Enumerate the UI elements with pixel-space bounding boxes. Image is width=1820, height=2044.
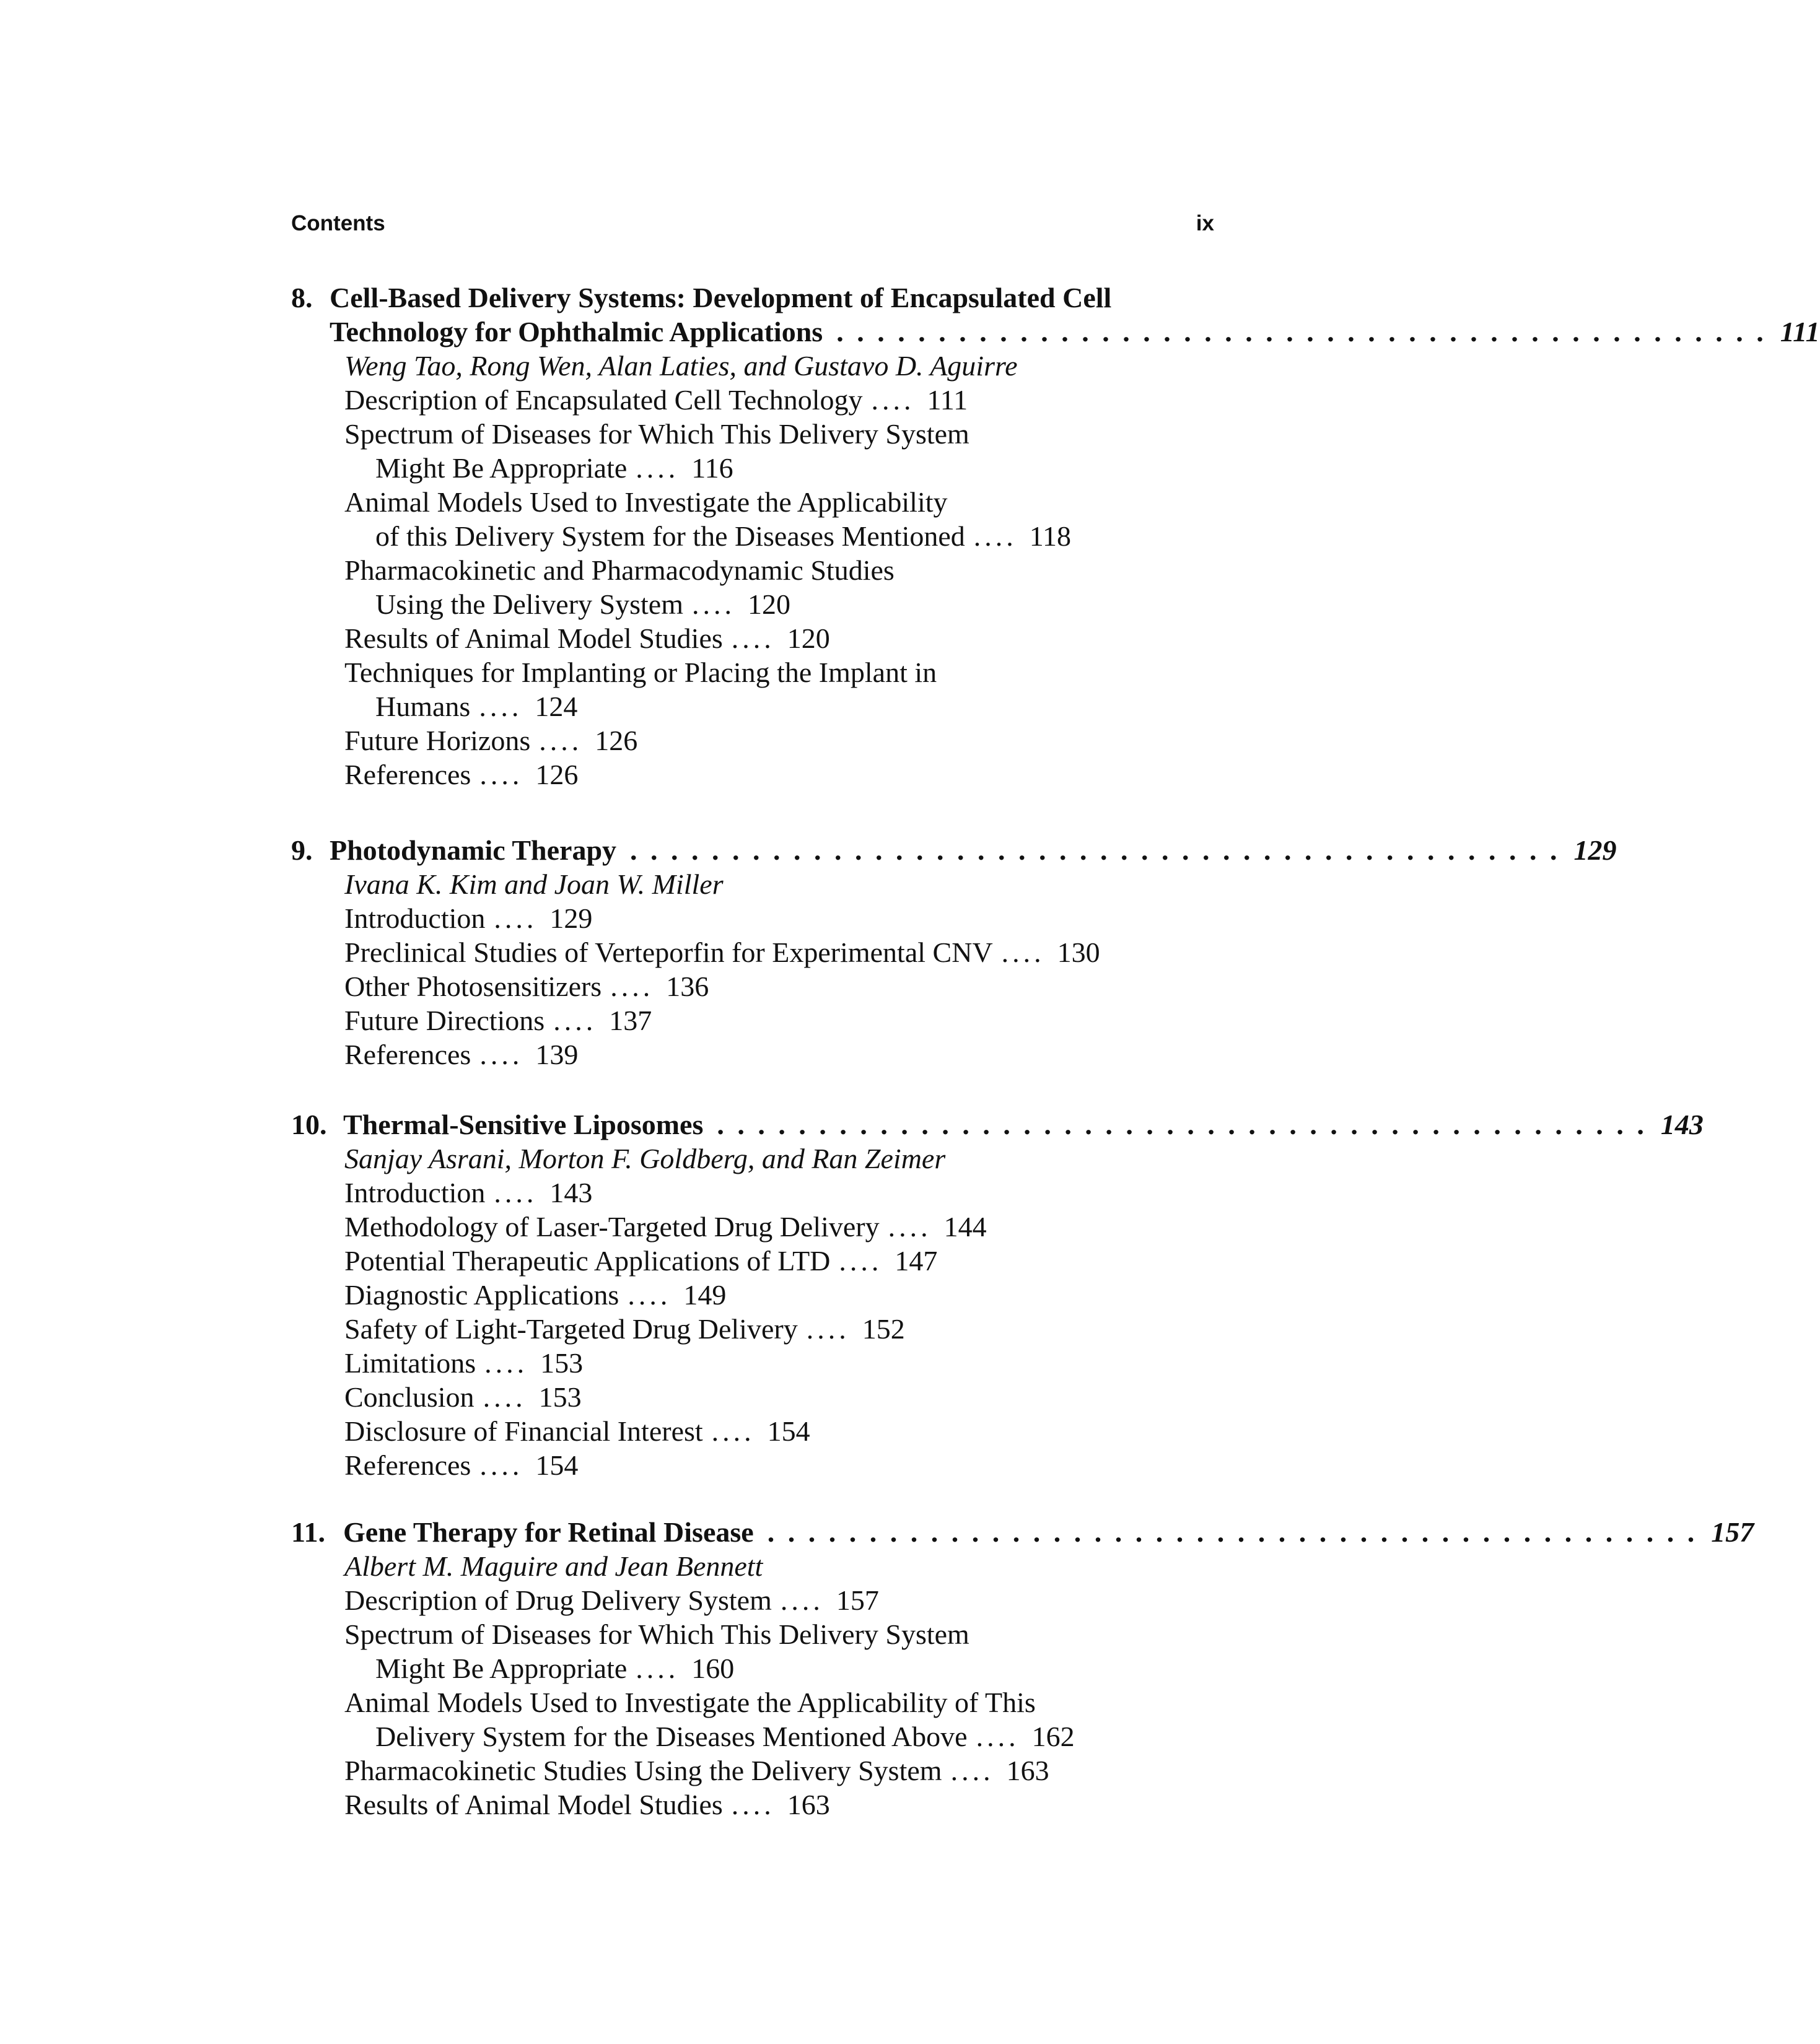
entry-page: 163 — [787, 1789, 830, 1820]
toc-entry[interactable] — [291, 621, 1214, 655]
entry-page: 124 — [535, 691, 578, 722]
toc-entry-continued[interactable] — [291, 451, 1214, 485]
dot-leader: .... — [1001, 937, 1045, 968]
toc-entry[interactable] — [291, 1754, 1214, 1788]
toc-entry[interactable] — [291, 723, 1214, 758]
toc-entry[interactable] — [291, 935, 1214, 969]
toc-entry[interactable] — [291, 1788, 1214, 1822]
entry-text: Pharmacokinetic Studies Using the Delivery System — [344, 1755, 942, 1786]
toc-entry[interactable] — [291, 1176, 1214, 1210]
entry-page: 126 — [595, 725, 638, 756]
entry-page: 147 — [895, 1245, 938, 1277]
entry-page: 144 — [943, 1211, 987, 1243]
chapter-title-text: Cell-Based Delivery Systems: Development of Encapsulated Cell — [330, 282, 1112, 313]
entry-page: 152 — [862, 1313, 905, 1345]
dot-leader: .... — [494, 902, 538, 934]
entry-text: Potential Therapeutic Applications of LTD — [344, 1245, 831, 1277]
chapter-9 — [291, 833, 1617, 1072]
chapter-number: 9. — [291, 834, 313, 866]
entry-page: 116 — [691, 452, 733, 484]
toc-entry[interactable] — [291, 969, 1214, 1003]
entry-text: Future Directions — [344, 1005, 545, 1036]
toc-entry[interactable] — [291, 1448, 1214, 1482]
section-title: Contents — [291, 211, 385, 235]
entry-text: of this Delivery System for the Diseases Mentioned — [375, 520, 965, 552]
chapter-title[interactable] — [291, 281, 1214, 315]
entry-page: 126 — [535, 759, 579, 790]
dot-leader: .... — [636, 452, 680, 484]
toc-entry-continued[interactable] — [291, 587, 1214, 621]
toc-entry[interactable] — [291, 1414, 1214, 1448]
toc-entry[interactable] — [291, 1210, 1214, 1244]
entry-page: 163 — [1006, 1755, 1049, 1786]
dot-leader: .... — [973, 520, 1017, 552]
entry-page: 130 — [1057, 937, 1100, 968]
entry-page: 137 — [609, 1005, 652, 1036]
dot-leader: .... — [806, 1313, 850, 1345]
dot-leader: .... — [553, 1005, 597, 1036]
entry-text: Preclinical Studies of Verteporfin for Experimental CNV — [344, 937, 993, 968]
chapter-title-text: Thermal-Sensitive Liposomes — [343, 1109, 704, 1140]
entry-text: Methodology of Laser-Targeted Drug Delivery — [344, 1211, 880, 1243]
dot-leader: .... — [839, 1245, 883, 1277]
entry-text: Might Be Appropriate — [375, 1653, 628, 1684]
entry-page: 154 — [535, 1449, 579, 1481]
entry-page: 111 — [927, 384, 968, 416]
entry-text: References — [344, 759, 471, 790]
toc-entry-continued[interactable] — [291, 1651, 1214, 1685]
entry-page: 120 — [748, 588, 790, 620]
entry-text: Delivery System for the Diseases Mentioned Above — [375, 1721, 968, 1752]
dot-leader: . . . . . . . . . . . . . . . . . . . . . . . . . . . . . . . . . . . . . . . . . . . . . . — [836, 316, 1767, 347]
entry-page: 139 — [535, 1039, 579, 1070]
dot-leader: .... — [780, 1584, 824, 1616]
dot-leader: .... — [636, 1653, 680, 1684]
toc-entry[interactable] — [291, 1617, 1214, 1651]
dot-leader: .... — [484, 1347, 528, 1379]
dot-leader: .... — [711, 1415, 755, 1447]
entry-text: Using the Delivery System — [375, 588, 683, 620]
dot-leader: .... — [479, 759, 523, 790]
dot-leader: . . . . . . . . . . . . . . . . . . . . . . . . . . . . . . . . . . . . . . . . . . . . . . — [630, 834, 1560, 866]
toc-entry[interactable] — [291, 417, 1214, 451]
dot-leader: . . . . . . . . . . . . . . . . . . . . . . . . . . . . . . . . . . . . . . . . . . . . . . — [717, 1109, 1647, 1140]
entry-text: Future Horizons — [344, 725, 531, 756]
toc-entry[interactable] — [291, 553, 1214, 587]
dot-leader: .... — [539, 725, 583, 756]
dot-leader: .... — [950, 1755, 994, 1786]
entry-text: Results of Animal Model Studies — [344, 1789, 723, 1820]
dot-leader: .... — [479, 691, 523, 722]
chapter-number: 10. — [291, 1109, 327, 1140]
dot-leader: .... — [731, 1789, 775, 1820]
entry-text: Results of Animal Model Studies — [344, 622, 723, 654]
running-head — [291, 208, 1214, 239]
entry-text: Animal Models Used to Investigate the Applicability — [344, 486, 948, 518]
toc-entry[interactable] — [291, 1003, 1214, 1037]
dot-leader: . . . . . . . . . . . . . . . . . . . . . . . . . . . . . . . . . . . . . . . . . . . . . . — [767, 1516, 1698, 1548]
entry-text: Conclusion — [344, 1381, 475, 1413]
entry-text: Spectrum of Diseases for Which This Delivery System — [344, 418, 969, 450]
entry-text: Techniques for Implanting or Placing the Implant in — [344, 657, 937, 688]
toc-entry[interactable] — [291, 1685, 1214, 1719]
toc-entry[interactable] — [291, 485, 1214, 519]
dot-leader: .... — [871, 384, 915, 416]
toc-entry[interactable] — [291, 655, 1214, 689]
chapter-number: 11. — [291, 1516, 325, 1548]
chapter-authors: Sanjay Asrani, Morton F. Goldberg, and Ran Zeimer — [344, 1143, 946, 1174]
chapter-number: 8. — [291, 282, 313, 313]
toc-entry[interactable] — [291, 383, 1214, 417]
page-number: ix — [1196, 211, 1214, 235]
entry-text: Other Photosensitizers — [344, 971, 602, 1002]
toc-entry[interactable] — [291, 1312, 1214, 1346]
toc-entry[interactable] — [291, 1037, 1214, 1072]
entry-page: 157 — [836, 1584, 879, 1616]
chapter-title-text: Gene Therapy for Retinal Disease — [343, 1516, 754, 1548]
entry-page: 143 — [549, 1177, 593, 1208]
dot-leader: .... — [731, 622, 775, 654]
toc-entry[interactable] — [291, 1346, 1214, 1380]
chapter-title[interactable] — [291, 833, 1617, 867]
entry-text: Limitations — [344, 1347, 476, 1379]
dot-leader: .... — [628, 1279, 672, 1311]
toc-entry-continued[interactable] — [291, 519, 1214, 553]
entry-page: 129 — [549, 902, 593, 934]
toc-entry[interactable] — [291, 901, 1214, 935]
chapter-title-text: Technology for Ophthalmic Applications — [330, 316, 823, 347]
entry-text: Description of Drug Delivery System — [344, 1584, 772, 1616]
chapter-authors: Albert M. Maguire and Jean Bennett — [344, 1550, 763, 1582]
entry-page: 120 — [787, 622, 830, 654]
dot-leader: .... — [483, 1381, 527, 1413]
chapter-title[interactable] — [291, 1107, 1704, 1142]
entry-page: 154 — [767, 1415, 810, 1447]
chapter-title[interactable] — [291, 1515, 1754, 1549]
chapter-authors: Weng Tao, Rong Wen, Alan Laties, and Gustavo D. Aguirre — [344, 350, 1018, 382]
entry-text: References — [344, 1039, 471, 1070]
entry-page: 160 — [691, 1653, 735, 1684]
toc-entry-continued[interactable] — [291, 1719, 1214, 1754]
toc-entry[interactable] — [291, 1380, 1214, 1414]
entry-page: 162 — [1031, 1721, 1075, 1752]
entry-text: Safety of Light-Targeted Drug Delivery — [344, 1313, 798, 1345]
entry-page: 153 — [540, 1347, 584, 1379]
entry-text: Spectrum of Diseases for Which This Delivery System — [344, 1618, 969, 1650]
entry-text: Animal Models Used to Investigate the Applicability of This — [344, 1687, 1036, 1718]
entry-text: Introduction — [344, 1177, 486, 1208]
toc-entry-continued[interactable] — [291, 689, 1214, 723]
entry-text: References — [344, 1449, 471, 1481]
dot-leader: .... — [494, 1177, 538, 1208]
entry-text: Pharmacokinetic and Pharmacodynamic Studies — [344, 554, 895, 586]
entry-page: 153 — [538, 1381, 582, 1413]
dot-leader: .... — [976, 1721, 1020, 1752]
entry-text: Description of Encapsulated Cell Technology — [344, 384, 863, 416]
entry-text: Introduction — [344, 902, 486, 934]
chapter-8 — [291, 281, 1820, 792]
chapter-authors: Ivana K. Kim and Joan W. Miller — [344, 868, 724, 900]
toc-entry[interactable] — [291, 1278, 1214, 1312]
dot-leader: .... — [610, 971, 654, 1002]
chapter-11 — [291, 1515, 1754, 1822]
entry-text: Disclosure of Financial Interest — [344, 1415, 703, 1447]
toc-entry[interactable] — [291, 758, 1214, 792]
dot-leader: .... — [692, 588, 735, 620]
dot-leader: .... — [888, 1211, 932, 1243]
entry-page: 149 — [683, 1279, 727, 1311]
entry-text: Might Be Appropriate — [375, 452, 628, 484]
entry-page: 118 — [1029, 520, 1072, 552]
chapter-page: 111 — [1780, 316, 1820, 347]
chapter-10 — [291, 1107, 1704, 1482]
entry-text: Humans — [375, 691, 471, 722]
chapter-title-text: Photodynamic Therapy — [330, 834, 617, 866]
toc-entry[interactable] — [291, 1583, 1214, 1617]
chapter-title-continued[interactable] — [291, 315, 1820, 349]
chapter-page: 129 — [1573, 834, 1617, 866]
dot-leader: .... — [479, 1449, 523, 1481]
entry-page: 136 — [666, 971, 709, 1002]
chapter-page: 157 — [1711, 1516, 1754, 1548]
entry-text: Diagnostic Applications — [344, 1279, 619, 1311]
chapter-page: 143 — [1660, 1109, 1704, 1140]
toc-entry[interactable] — [291, 1244, 1214, 1278]
dot-leader: .... — [479, 1039, 523, 1070]
